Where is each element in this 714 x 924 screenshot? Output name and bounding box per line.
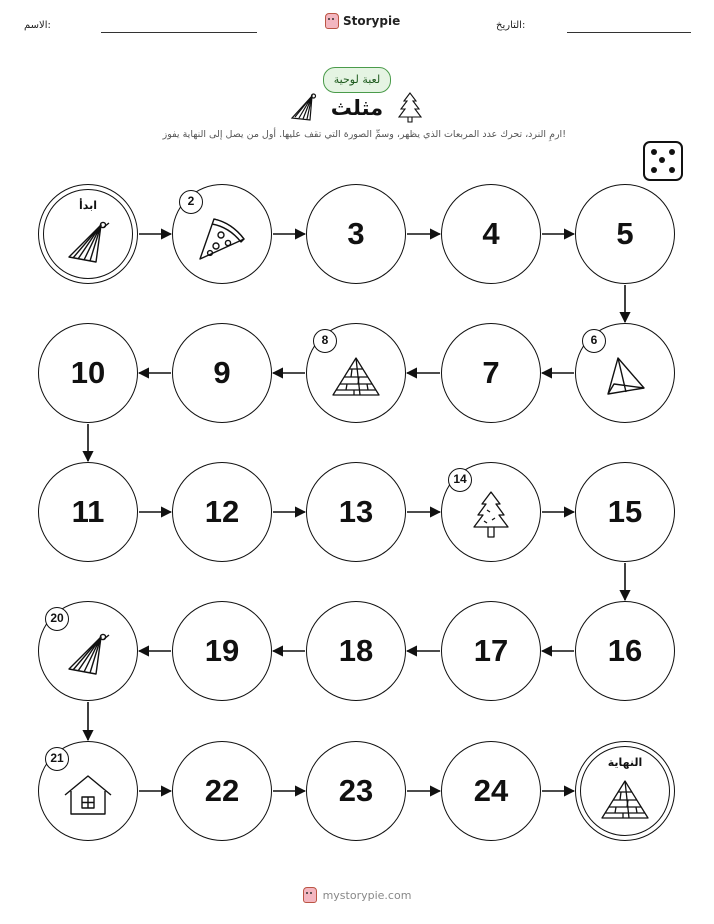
- board-space-3: [306, 184, 406, 284]
- board-space-24: [441, 741, 541, 841]
- instructions: ارمِ النرد، تحرك عدد المربعات الذي يظهر، وسمِّ الصورة التي تقف عليها. أول من يصل إلى النهاية يفوز!: [162, 129, 566, 140]
- board-space-21: [38, 741, 138, 841]
- space-number: 13: [338, 494, 374, 529]
- house-icon: [62, 773, 114, 817]
- space-number: 11: [71, 494, 105, 529]
- space-number: 7: [482, 355, 500, 390]
- footer-url: mystorypie.com: [322, 888, 412, 902]
- date-label: التاريخ:: [496, 20, 526, 31]
- finish-space: [575, 741, 675, 841]
- board-space-20: [38, 601, 138, 701]
- space-number-badge: 6: [582, 329, 606, 353]
- board-space-2: [172, 184, 272, 284]
- space-number: 15: [607, 494, 643, 529]
- board-space-22: [172, 741, 272, 841]
- pizza-slice-icon: [194, 213, 250, 263]
- board-space-13: [306, 462, 406, 562]
- board-space-14: [441, 462, 541, 562]
- space-number: 23: [338, 773, 374, 808]
- folded-napkin-icon: [600, 354, 650, 400]
- board-space-23: [306, 741, 406, 841]
- space-number-badge: 14: [448, 468, 472, 492]
- board-space-5: [575, 184, 675, 284]
- brand-name: Storypie: [343, 14, 401, 28]
- space-number: 9: [213, 355, 231, 390]
- board-space-16: [575, 601, 675, 701]
- space-number-badge: 2: [179, 190, 203, 214]
- space-number-badge: 20: [45, 607, 69, 631]
- finish-label: النهاية: [607, 756, 643, 769]
- board-space-19: [172, 601, 272, 701]
- board-space-18: [306, 601, 406, 701]
- pine-tree-icon: [471, 490, 511, 542]
- space-number: 5: [616, 216, 634, 251]
- footer: [0, 887, 714, 903]
- space-number-badge: 21: [45, 747, 69, 771]
- board-space-4: [441, 184, 541, 284]
- board-space-12: [172, 462, 272, 562]
- space-number: 3: [347, 216, 365, 251]
- space-number: 18: [338, 633, 374, 668]
- space-number: 10: [70, 355, 106, 390]
- game-type-badge: لعبة لوحية: [323, 67, 391, 93]
- pyramid-icon: [330, 355, 382, 399]
- space-number: 24: [473, 773, 509, 808]
- name-label: الاسم:: [24, 20, 51, 31]
- space-number: 17: [473, 633, 509, 668]
- board-space-6: [575, 323, 675, 423]
- space-number: 16: [607, 633, 643, 668]
- board-space-17: [441, 601, 541, 701]
- board-space-7: [441, 323, 541, 423]
- space-number-badge: 8: [313, 329, 337, 353]
- triangle-instrument-icon: [64, 633, 112, 677]
- space-number: 4: [482, 216, 500, 251]
- space-number: 19: [204, 633, 240, 668]
- space-number: 22: [204, 773, 240, 808]
- bear-logo-icon: [303, 887, 317, 903]
- board-space-10: [38, 323, 138, 423]
- board-space-15: [575, 462, 675, 562]
- board-space-11: [38, 462, 138, 562]
- page-title: مثلث: [330, 96, 384, 120]
- start-space: [38, 184, 138, 284]
- board-space-9: [172, 323, 272, 423]
- start-label: ابدأ: [78, 199, 98, 212]
- space-number: 12: [204, 494, 240, 529]
- board-space-8: [306, 323, 406, 423]
